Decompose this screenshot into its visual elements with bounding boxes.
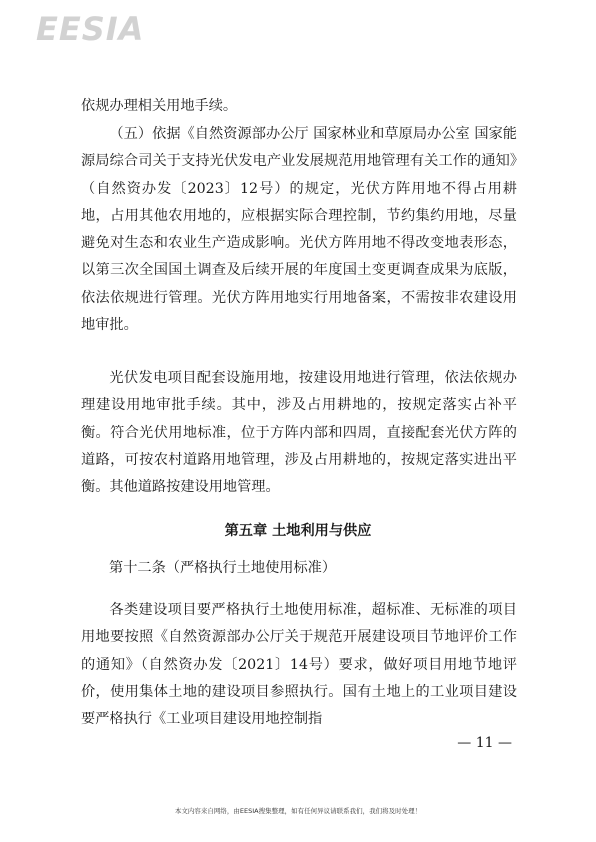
page-number: — 11 — (457, 735, 512, 751)
paragraph-continuation: 依规办理相关用地手续。 (81, 98, 238, 114)
eesia-watermark-logo: EESIA (36, 10, 145, 48)
chapter-title: 第五章 土地利用与供应 (224, 523, 372, 539)
paragraph-item-5: （五）依据《自然资源部办公厅 国家林业和草原局办公室 国家能源局综合司关于支持光伏发电产业发展规范用地管理有关工作的通知》（自然资办发〔2023〕12号）的规定，光伏方阵用地不得占用耕地，占用其他农用地的，应根据实际合理控制，节约集约用地，尽量避免对生态和农业生产造成影响。光伏方阵用地不得改变地表形态，以第三次全国国土调查及后续开展的年度国土变更调查成果为底版，依法依规进行管理。光伏方阵用地实行用地备案，不需按非农建设用地审批。 (81, 126, 517, 334)
paragraph-supporting-facilities: 光伏发电项目配套设施用地，按建设用地进行管理，依法依规办理建设用地审批手续。其中，涉及占用耕地的，按规定落实占补平衡。符合光伏用地标准，位于方阵内部和四周，直接配套光伏方阵的道路，可按农村道路用地管理，涉及占用耕地的，按规定落实进出平衡。其他道路按建设用地管理。 (81, 370, 517, 496)
footer-disclaimer: 本文内容来自网络，由EESIA搜集整理，如有任何异议请联系我们，我们将及时处理！ (174, 807, 422, 815)
paragraph-land-use-standards: 各类建设项目要严格执行土地使用标准，超标准、无标准的项目用地要按照《自然资源部办公厅关于规范开展建设项目节地评价工作的通知》（自然资办发〔2021〕14号）要求，做好项目用地节地评价，使用集体土地的建设项目参照执行。国有土地上的工业项目建设要严格执行《工业项目建设用地控制指 (81, 602, 517, 728)
article-title: 第十二条（严格执行土地使用标准） (109, 560, 337, 576)
